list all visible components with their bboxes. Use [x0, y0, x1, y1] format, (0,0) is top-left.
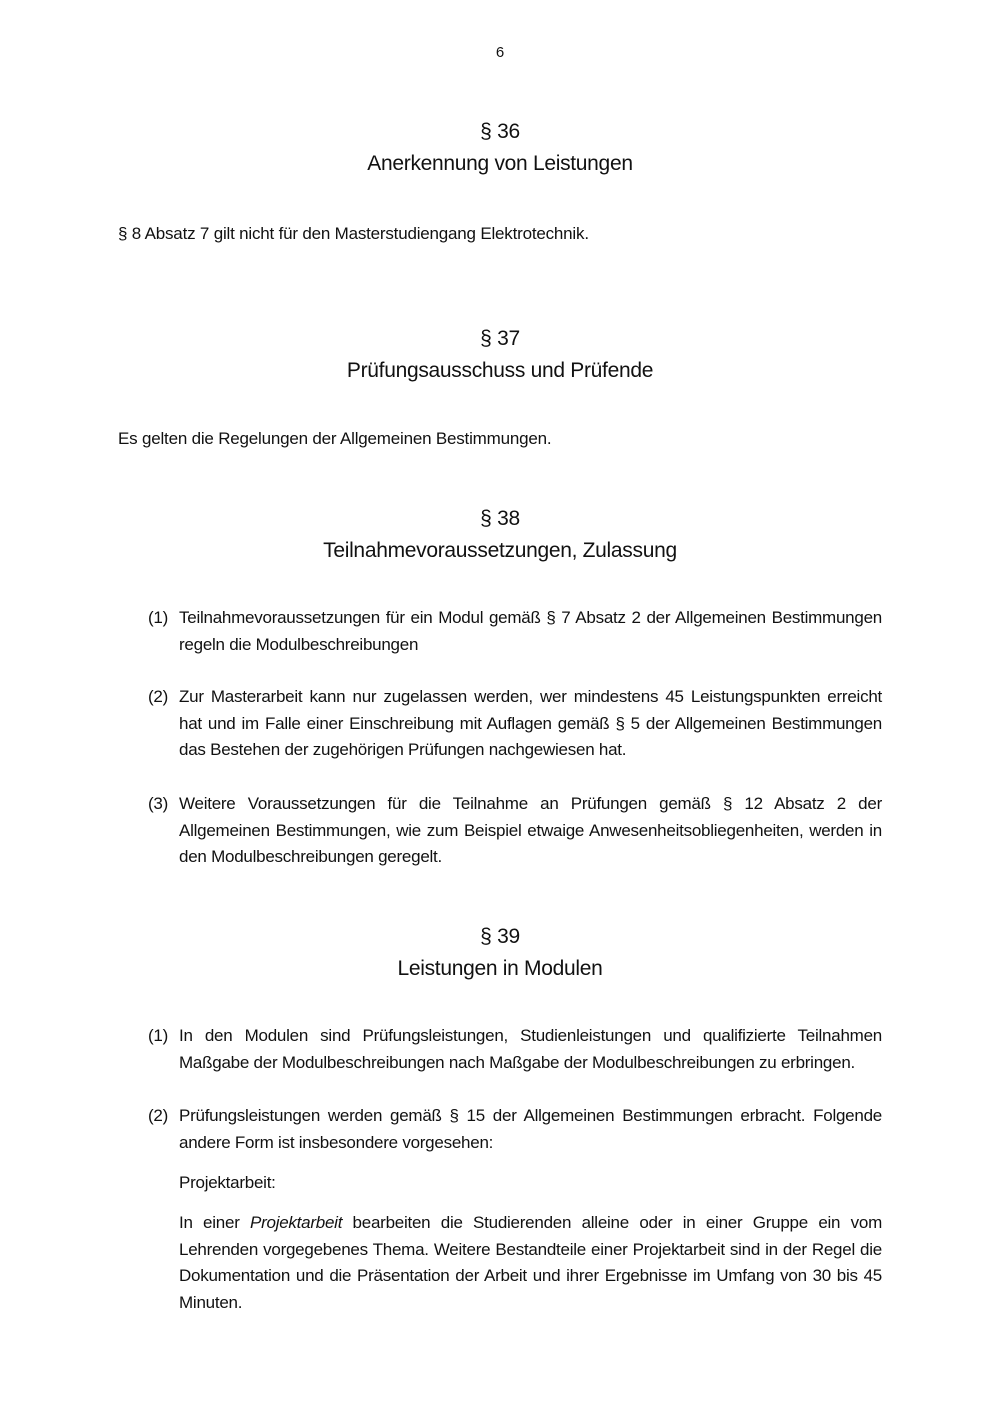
section-number: § 37 [480, 327, 520, 350]
sub-paragraph [179, 1210, 882, 1316]
section-title: Leistungen in Modulen [397, 957, 603, 980]
section-37-heading [0, 323, 1000, 387]
item-number: (1) [148, 608, 169, 627]
item-number: (3) [148, 794, 169, 813]
sub-heading: Projektarbeit: [179, 1173, 276, 1192]
section-39-heading [0, 921, 1000, 985]
list-item [148, 684, 882, 764]
list-item [148, 1103, 882, 1156]
sub-text-emphasis: Projektarbeit [249, 1213, 343, 1232]
section-title: Prüfungsausschuss und Prüfende [346, 359, 654, 382]
section-number: § 36 [480, 120, 520, 143]
section-number: § 38 [480, 507, 520, 530]
item-text: Weitere Voraussetzungen für die Teilnahme an Prüfungen gemäß § 12 Absatz 2 der Allgemeinen Bestimmungen, wie zum Beispiel etwaige Anwesenheitsobliegenheiten, werden in den Modulbeschreibungen geregelt. [179, 794, 882, 866]
section-37-body: Es gelten die Regelungen der Allgemeinen Bestimmungen. [118, 429, 552, 448]
item-text: In den Modulen sind Prüfungsleistungen, Studienleistungen und qualifizierte Teilnahmen Maßgabe der Modulbeschreibungen nach Maßgabe der Modulbeschreibungen zu erbringen. [179, 1026, 882, 1072]
section-36-body: § 8 Absatz 7 gilt nicht für den Masterstudiengang Elektrotechnik. [118, 224, 589, 243]
section-title: Teilnahmevoraussetzungen, Zulassung [323, 539, 677, 562]
item-number: (2) [148, 687, 169, 706]
section-number: § 39 [480, 925, 520, 948]
page-number: 6 [495, 44, 505, 61]
section-title: Anerkennung von Leistungen [367, 152, 633, 175]
item-text: Zur Masterarbeit kann nur zugelassen werden, wer mindestens 45 Leistungspunkten erreicht hat und im Falle einer Einschreibung mit Auflagen gemäß § 5 der Allgemeinen Bestimmungen das Bestehen der zugehörigen Prüfungen nachgewiesen hat. [179, 687, 882, 759]
section-36-heading [0, 116, 1000, 180]
sub-text-after: bearbeiten die Studierenden alleine oder in einer Gruppe ein vom Lehrenden vorgegebenes Thema. Weitere Bestandteile einer Projektarbeit sind in der Regel die Dokumentation und die Präsentation der Arbeit und ihrer Ergebnisse im Umfang von 30 bis 45 Minuten. [179, 1213, 883, 1312]
list-item [148, 791, 882, 871]
item-text: Teilnahmevoraussetzungen für ein Modul gemäß § 7 Absatz 2 der Allgemeinen Bestimmungen regeln die Modulbeschreibungen [179, 608, 882, 654]
section-38-heading [0, 503, 1000, 567]
item-number: (1) [148, 1026, 169, 1045]
item-text: Prüfungsleistungen werden gemäß § 15 der Allgemeinen Bestimmungen erbracht. Folgende andere Form ist insbesondere vorgesehen: [179, 1106, 882, 1152]
list-item [148, 1023, 882, 1076]
item-number: (2) [148, 1106, 169, 1125]
sub-text-before: In einer [179, 1213, 250, 1232]
list-item [148, 605, 882, 658]
